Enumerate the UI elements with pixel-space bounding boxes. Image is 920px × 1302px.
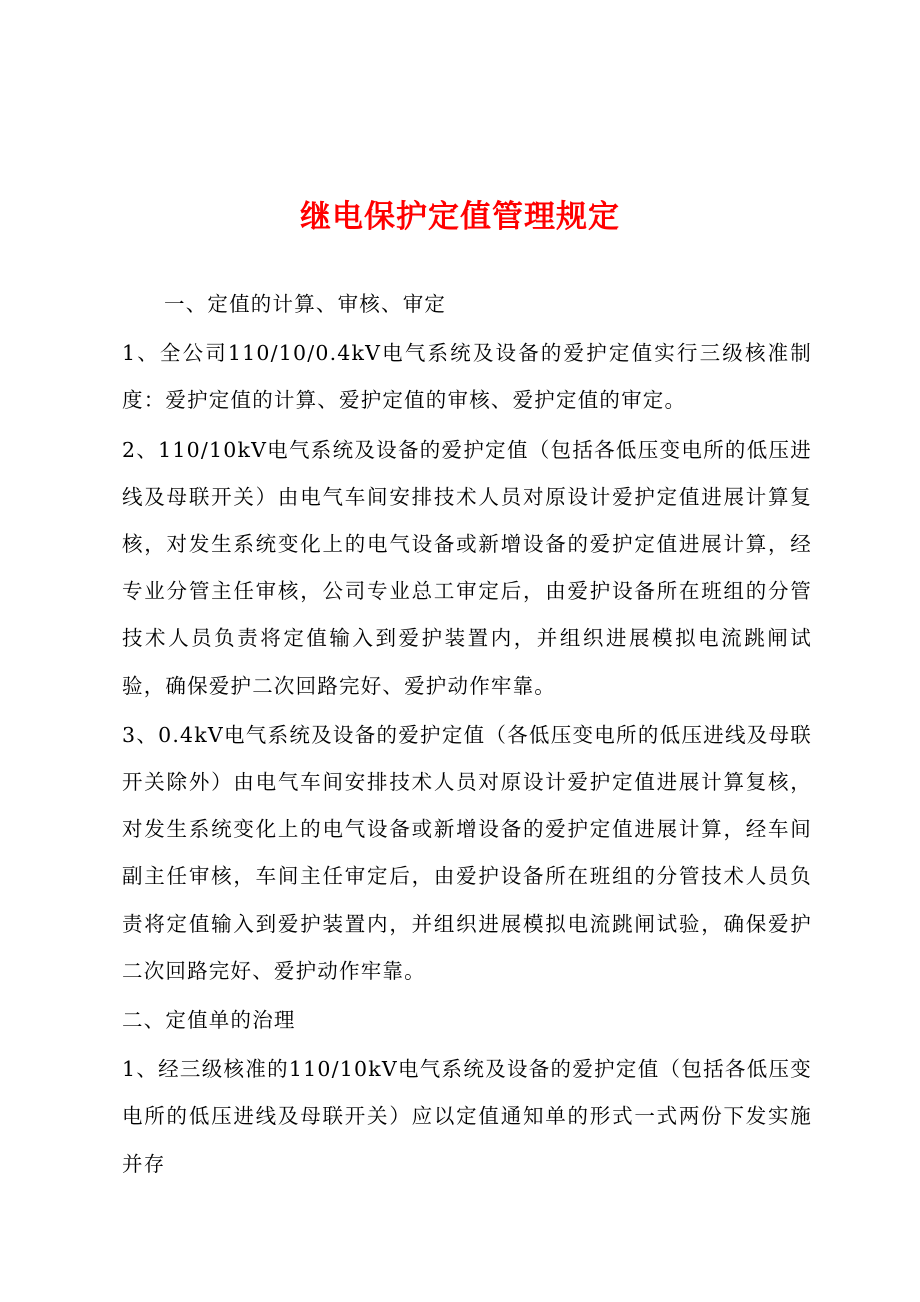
section-heading-1: 一、定值的计算、审核、审定: [164, 292, 447, 316]
section-1-paragraph-2: 2、110/10kV电气系统及设备的爱护定值（包括各低压变电所的低压进线及母联开关）由电气车间安排技术人员对原设计爱护定值进展计算复核，对发生系统变化上的电气设备或新增设备的爱护定值进展计算，经专业分管主任审核，公司专业总工审定后，由爱护设备所在班组的分管技术人员负责将定值输入到爱护装置内，并组织进展模拟电流跳闸试验，确保爱护二次回路完好、爱护动作牢靠。: [122, 437, 812, 698]
document-body: [122, 281, 812, 1190]
document-title: 继电保护定值管理规定: [300, 199, 620, 235]
section-2-paragraph-1: 1、经三级核准的110/10kV电气系统及设备的爱护定值（包括各低压变电所的低压进线及母联开关）应以定值通知单的形式一式两份下发实施并存: [122, 1057, 812, 1176]
section-1-paragraph-3: 3、0.4kV电气系统及设备的爱护定值（各低压变电所的低压进线及母联开关除外）由电气车间安排技术人员对原设计爱护定值进展计算复核，对发生系统变化上的电气设备或新增设备的爱护定值进展计算，经车间副主任审核，车间主任审定后，由爱护设备所在班组的分管技术人员负责将定值输入到爱护装置内，并组织进展模拟电流跳闸试验，确保爱护二次回路完好、爱护动作牢靠。: [122, 722, 812, 983]
section-1-paragraph-1: 1、全公司110/10/0.4kV电气系统及设备的爱护定值实行三级核准制度：爱护定值的计算、爱护定值的审核、爱护定值的审定。: [122, 341, 812, 413]
section-heading-2: 二、定值单的治理: [122, 1008, 296, 1033]
